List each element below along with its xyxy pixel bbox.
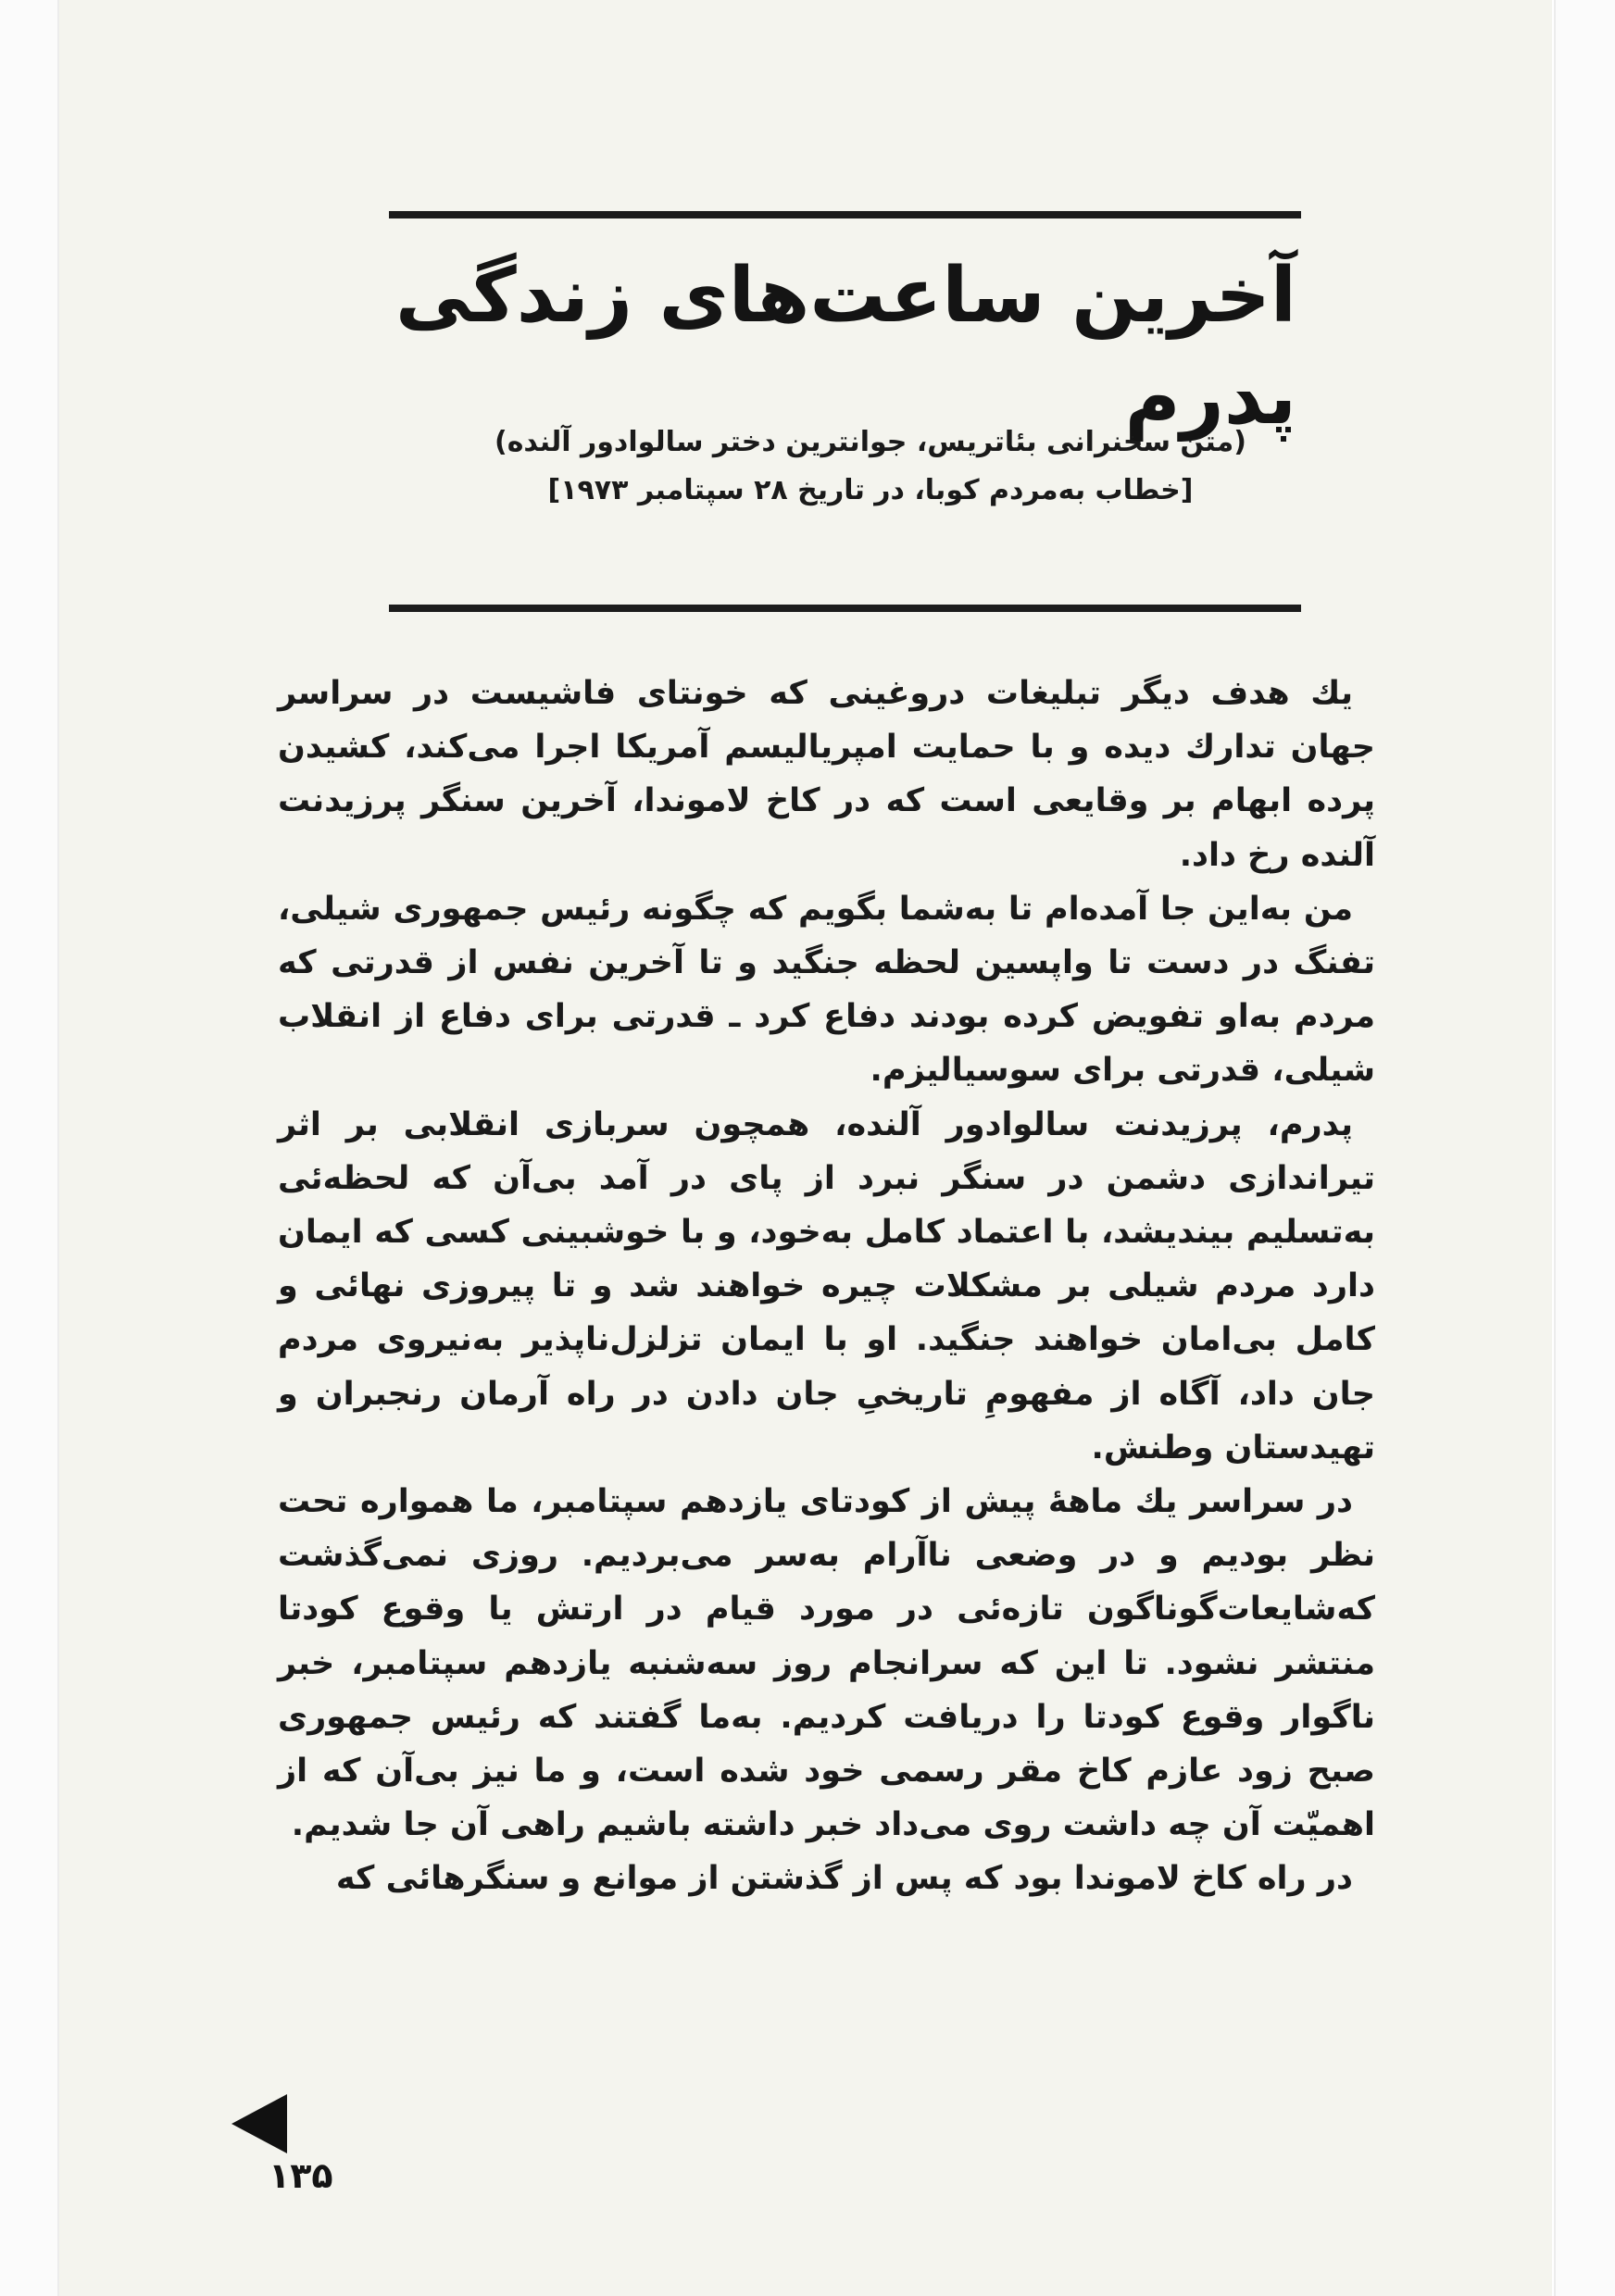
page-number: ۱۳۵ [269, 2155, 333, 2196]
paragraph: من به‌این جا آمده‌ام تا به‌شما بگویم که چگونه رئیس جمهوری شیلی، تفنگ در دست تا واپسین لحظه جنگید و تا آخرین نفس از قدرتی که مردم به‌او تفویض کرده بودند دفاع کرد ـ قدرتی برای دفاع از انقلاب شیلی، قدرتی برای سوسیالیزم. [278, 890, 1375, 1090]
subtitle-line: [خطاب به‌مردم کوبا، در تاریخ ۲۸ سپتامبر ۱۹۷۳] [547, 474, 1194, 506]
paragraph: در سراسر یك ماههٔ پیش از کودتای یازدهم سپتامبر، ما همواره تحت نظر بودیم و در وضعی ناآرام به‌سر می‌بردیم. روزی نمی‌گذشت که‌شایعات‌گوناگون تازه‌ئی در مورد قیام در ارتش یا وقوع کودتا منتشر نشود. تا این که سرانجام روز سه‌شنبه یازدهم سپتامبر، خبر ناگوار وقوع کودتا را دریافت کردیم. به‌ما گفتند که رئیس جمهوری صبح زود عازم کاخ مقر رسمی خود شده است، و ما نیز بی‌آن که از اهمیّت آن چه داشت روی می‌داد خبر داشته باشیم راهی آن جا شدیم. [278, 1483, 1375, 1844]
page-title: آخرین ساعت‌های زندگی پدرم [395, 252, 1296, 442]
title-rule-bottom [389, 605, 1301, 612]
title-rule-top [389, 211, 1301, 218]
paragraph: یك هدف دیگر تبلیغات دروغینی که خونتای فاشیست در سراسر جهان تدارك دیده و با حمایت امپریالیسم آمریکا اجرا می‌کند، کشیدن پرده ابهام بر وقایعی است که در کاخ لاموندا، آخرین سنگر پرزیدنت آلنده رخ داد. [278, 675, 1375, 874]
paragraph: پدرم، پرزیدنت سالوادور آلنده، همچون سربازی انقلابی بر اثر تیراندازی دشمن در سنگر نبرد از پای در آمد بی‌آن که لحظه‌ئی به‌تسلیم بیندیشد، با اعتماد کامل به‌خود، و با خوشبینی کسی که ایمان دارد مردم شیلی بر مشکلات چیره خواهند شد و تا پیروزی نهائی و کامل بی‌امان خواهند جنگید. او با ایمان تزلزل‌ناپذیر به‌نیروی مردم جان داد، آگاه از مفهومِ تاریخیِ جان دادن در راه آرمان رنجبران و تهیدستان وطنش. [278, 1105, 1375, 1466]
subtitle-line: (متن سخنرانی بئاتریس، جوانترین دختر سالوادور آلنده) [495, 426, 1246, 458]
subtitle-block [444, 418, 1296, 515]
left-triangle-icon [232, 2094, 287, 2153]
scan-margin-left [0, 0, 59, 2296]
scan-margin-right [1554, 0, 1615, 2296]
body-text [278, 667, 1375, 1906]
paragraph: در راه کاخ لاموندا بود که پس از گذشتن از موانع و سنگرهائی که [335, 1860, 1353, 1898]
